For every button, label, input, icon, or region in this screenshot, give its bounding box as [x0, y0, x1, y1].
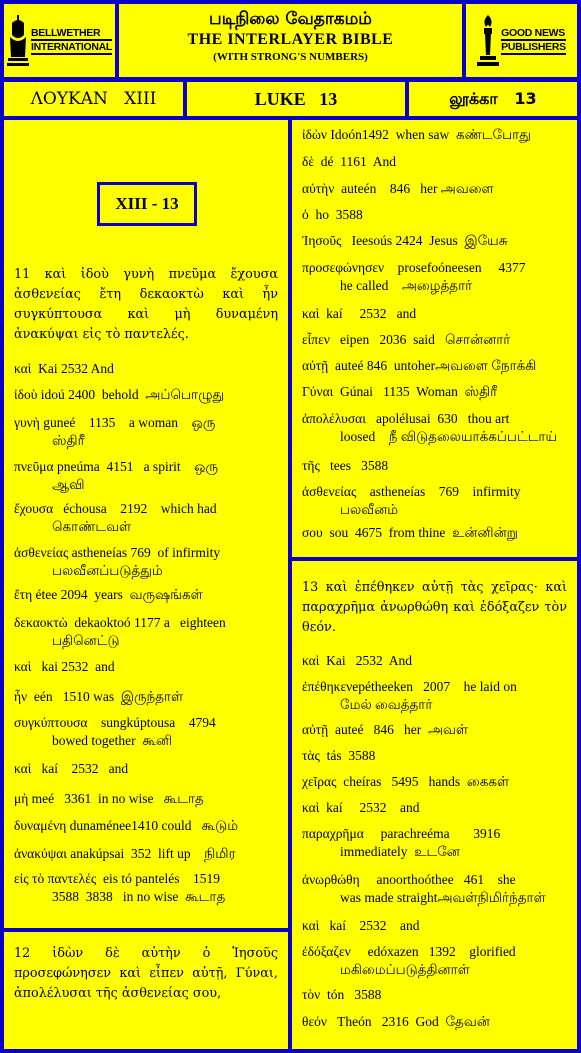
- right-logo-line2: PUBLISHERS: [501, 40, 566, 53]
- word-entry-line: ὁ ho 3588: [302, 207, 363, 222]
- word-entry: [302, 180, 570, 198]
- word-entry-line: τὰς tás 3588: [302, 748, 376, 763]
- book-greek: ΛΟΥΚΑΝ XIII: [4, 82, 183, 116]
- title-tamil: படிநிலை வேதாகமம்: [209, 9, 372, 29]
- word-entry-line: σου sou 4675 from thine உன்னின்று: [302, 525, 518, 540]
- word-entry: [302, 986, 570, 1004]
- right-logo-line1: GOOD NEWS: [501, 26, 565, 39]
- word-entry-line: ἀνωρθώθη anoorthoóthee 461 she: [302, 872, 516, 887]
- word-entry-continuation: ஆவி: [52, 477, 85, 492]
- word-entry: [302, 917, 570, 935]
- word-entry-line: δεκαοκτὼ dekaoktoó 1177 a eighteen: [14, 615, 226, 630]
- word-entry: [14, 845, 280, 863]
- title-english: THE INTERLAYER BIBLE: [187, 31, 394, 48]
- good-news-logo: [477, 15, 566, 67]
- word-entry-continuation: பதினெட்டு: [52, 633, 120, 648]
- word-entry: [14, 360, 280, 378]
- word-entry: [14, 586, 280, 604]
- title-subtitle: (WITH STRONG'S NUMBERS): [213, 51, 368, 63]
- left-logo-panel: [4, 4, 115, 77]
- word-entry-line: ἔχουσα échousa 2192 which had: [14, 501, 217, 516]
- word-entry-continuation: was made straightஅவள்நிமிர்ந்தாள்: [340, 890, 546, 905]
- word-entry-line: προσεφώνησεν prosefoóneesen 4377: [302, 260, 526, 275]
- word-entry: [14, 614, 280, 650]
- word-entry: [14, 386, 280, 404]
- word-entry-continuation: பலவீனப்படுத்தும்: [52, 563, 163, 578]
- right-logo-panel: [466, 4, 577, 77]
- word-entry: [302, 410, 570, 446]
- bellwether-logo: [7, 15, 112, 67]
- word-entry: [302, 331, 570, 349]
- torch-icon: [477, 15, 499, 67]
- word-entry: [302, 943, 570, 979]
- word-entry-line: καὶ kaí 2532 and: [302, 800, 420, 815]
- word-entry-line: καὶ Kai 2532 And: [14, 361, 114, 376]
- word-entry: [302, 652, 570, 670]
- word-entry-line: τὸν tón 3588: [302, 987, 382, 1002]
- verse-13-text: 13 καὶ ἐπέθηκεν αὐτῇ τὰς χεῖρας· καὶ παραχρῆμα ἀνωρθώθη καὶ ἐδόξαζεν τὸν θεόν.: [302, 580, 567, 635]
- word-entry-line: καὶ kaí 2532 and: [302, 918, 420, 933]
- word-entry-line: ἰδὼν Idoón1492 when saw கண்டபோது: [302, 127, 531, 142]
- word-entry: [14, 544, 280, 580]
- word-entry-line: εἶπεν eipen 2036 said சொன்னார்: [302, 332, 511, 347]
- word-entry-line: ἔτη étee 2094 years வருஷங்கள்: [14, 587, 203, 602]
- book-english: LUKE 13: [187, 82, 405, 116]
- word-entry-line: Γύναι Gúnai 1135 Woman ஸ்திரீ: [302, 384, 498, 399]
- word-entry: [302, 259, 570, 295]
- word-entry: [302, 871, 570, 907]
- word-entry: [302, 747, 570, 765]
- word-entry-line: αὐτῇ auteé 846 her அவள்: [302, 722, 469, 737]
- left-logo-line2: INTERNATIONAL: [30, 40, 113, 53]
- word-entry: [14, 500, 280, 536]
- word-entry: [302, 153, 570, 171]
- word-entry: [14, 870, 280, 906]
- word-entry-line: εἰς τὸ παντελές eis tó pantelés 1519: [14, 871, 220, 886]
- word-entry-continuation: bowed together கூனி: [52, 733, 173, 748]
- word-entry: [302, 773, 570, 791]
- word-entry-line: ἰδοὺ idoú 2400 behold அப்பொழுது: [14, 387, 225, 402]
- word-entry-line: ἀπολέλυσαι apolélusai 630 thou art: [302, 411, 510, 426]
- book-tamil: லூக்கா 13: [409, 82, 577, 116]
- word-entry: [14, 458, 280, 494]
- word-entry-line: ἦν eén 1510 was இருந்தாள்: [14, 689, 184, 704]
- word-entry-line: χεῖρας cheíras 5495 hands கைகள்: [302, 774, 510, 789]
- word-entry-continuation: he called அழைத்தார்: [340, 278, 473, 293]
- bellwether-icon: [7, 15, 29, 67]
- title-panel: [119, 4, 462, 77]
- word-entry: [14, 817, 280, 835]
- word-entry: [302, 457, 570, 475]
- word-entry: [14, 688, 280, 706]
- word-entry-line: καὶ kaí 2532 and: [302, 306, 417, 321]
- word-entry: [302, 383, 570, 401]
- word-entry-continuation: immediately உடனே: [340, 844, 460, 859]
- word-entry-line: δυναμένη dunaménee1410 could கூடும்: [14, 818, 239, 833]
- word-entry: [302, 721, 570, 739]
- word-entry-line: ἐπέθηκενepétheeken 2007 he laid on: [302, 679, 517, 694]
- word-entry-line: γυνὴ guneé 1135 a woman ஒரு: [14, 415, 216, 430]
- verse-11-text: 11 καὶ ἰδοὺ γυνὴ πνεῦμα ἔχουσα ἀσθενείας ἔτη δεκαοκτὼ καὶ ἦν συγκύπτουσα καὶ μὴ δυναμένη ἀνακύψαι εἰς τὸ παντελές.: [14, 267, 278, 342]
- word-entry-line: ἀνακύψαι anakúpsai 352 lift up நிமிர: [14, 846, 236, 861]
- verse-12-text: 12 ἰδὼν δὲ αὐτὴν ὁ Ἰησοῦς προσεφώνησεν καὶ εἶπεν αὐτῇ, Γύναι, ἀπολέλυσαι τῆς ἀσθενείας σου,: [14, 946, 278, 1001]
- word-entry-line: αὐτὴν auteén 846 her அவளை: [302, 181, 494, 196]
- word-entry-line: Ἰησοῦς Ieesoús 2424 Jesus இயேசு: [302, 233, 508, 248]
- word-entry: [14, 714, 280, 750]
- word-entry: [302, 232, 570, 250]
- word-entry: [302, 524, 570, 542]
- word-entry-line: ἐδόξαζεν edóxazen 1392 glorified: [302, 944, 516, 959]
- word-entry: [302, 206, 570, 224]
- word-entry-continuation: மேல் வைத்தார்: [340, 697, 433, 712]
- word-entry-line: θεόν Theón 2316 God தேவன்: [302, 1014, 490, 1029]
- word-entry-line: πνεῦμα pneúma 4151 a spirit ஒரு: [14, 459, 219, 474]
- word-entry-line: παραχρῆμα parachreéma 3916: [302, 826, 501, 841]
- word-entry: [302, 483, 570, 519]
- word-entry-line: τῆς tees 3588: [302, 458, 389, 473]
- word-entry: [14, 790, 280, 808]
- word-entry: [302, 678, 570, 714]
- word-entry-continuation: ஸ்திரீ: [52, 433, 85, 448]
- word-entry-continuation: மகிமைப்படுத்தினாள்: [340, 962, 470, 977]
- chapter-verse-box: XIII - 13: [97, 182, 197, 226]
- word-entry-line: καὶ kai 2532 and: [14, 659, 115, 674]
- word-entry-line: δὲ dé 1161 And: [302, 154, 397, 169]
- word-entry-continuation: 3588 3838 in no wise கூடாத: [52, 889, 226, 904]
- word-entry: [14, 760, 280, 778]
- word-entry: [302, 1013, 570, 1031]
- word-entry-line: αὐτῇ auteé 846 untoherஅவளை நோக்கி: [302, 358, 537, 373]
- word-entry-line: συγκύπτουσα sungkúptousa 4794: [14, 715, 216, 730]
- word-entry-line: καὶ Kai 2532 And: [302, 653, 413, 668]
- word-entry-line: ἀσθενείας astheneías 769 infirmity: [302, 484, 521, 499]
- word-entry-continuation: loosed நீ விடுதலையாக்கப்பட்டாய்: [340, 429, 558, 444]
- word-entry: [302, 305, 570, 323]
- word-entry-line: καὶ kaí 2532 and: [14, 761, 129, 776]
- word-entry: [14, 414, 280, 450]
- word-entry: [302, 825, 570, 861]
- word-entry-continuation: பலவீனம்: [340, 502, 399, 517]
- word-entry: [302, 799, 570, 817]
- word-entry-line: μὴ meé 3361 in no wise கூடாத: [14, 791, 204, 806]
- word-entry: [302, 126, 570, 144]
- word-entry-continuation: கொண்டவள்: [52, 519, 132, 534]
- word-entry: [14, 658, 280, 676]
- word-entry-line: ἀσθενείας astheneías 769 of infirmity: [14, 545, 221, 560]
- left-logo-line1: BELLWETHER: [31, 27, 112, 41]
- word-entry: [302, 357, 570, 375]
